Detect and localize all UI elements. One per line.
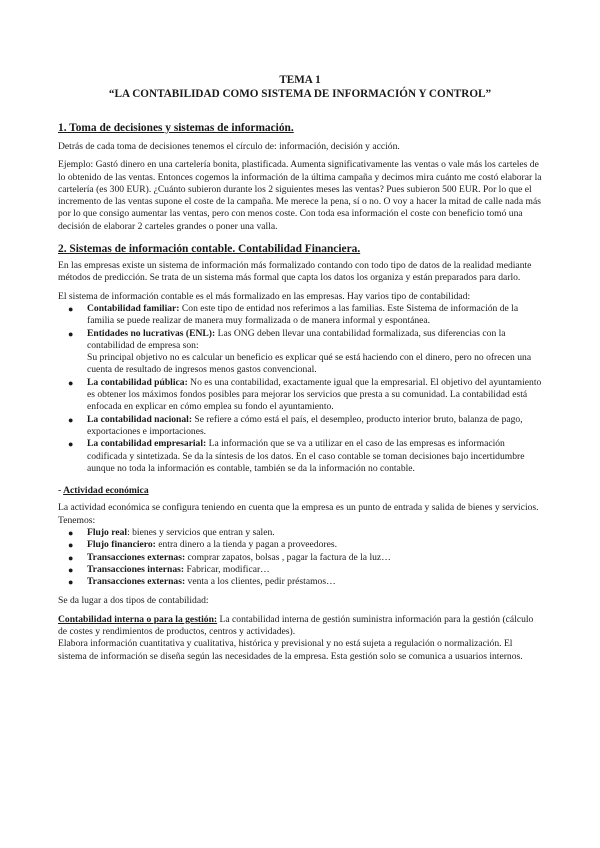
section1-paragraph-1: Detrás de cada toma de decisiones tenemos el círculo de: información, decisión y acción. bbox=[58, 141, 400, 152]
section1-paragraph-2: Ejemplo: Gastó dinero en una cartelería bonita, plastificada. Aumenta significativamente las ventas o vale más los carteles de lo obtenido de las ventas. Entonces cogemos la información de la última campaña y decimos mira cuánto me costó elaborar la cartelería (es 300 EUR). ¿Cuánto subieron durante los 2 siguientes meses las ventas? Pues subieron 500 EUR. Por lo que el incremento de las ventas supone el coste de la campaña. Me merece la pena, sí o no. O voy a hacer la mitad de calle nada más por lo que consigo aumentar las ventas, pero con menos coste. Con toda esa información el coste con beneficio tomó una decisión de elaborar 2 carteles grandes o poner una valla. bbox=[58, 159, 542, 232]
section2-heading: 2. Sistemas de información contable. Contabilidad Financiera. bbox=[58, 243, 361, 256]
bullet-icon: ● bbox=[68, 439, 74, 450]
bullet-icon: ● bbox=[68, 577, 74, 588]
list-item: ● La contabilidad pública: No es una contabilidad, exactamente igual que la empresarial. El objetivo del ayuntamiento es obtener los máximos fondos posibles para mejorar los servicios que presta a su comunidad. La contabilidad está enfocada en explicar en cómo emplea su fondo el ayuntamiento. bbox=[68, 376, 542, 413]
bullet-icon: ● bbox=[68, 303, 74, 314]
document-page bbox=[58, 74, 542, 663]
bullet-icon: ● bbox=[68, 414, 74, 425]
bullet-icon: ● bbox=[68, 540, 74, 551]
list-item: ● Transacciones externas: venta a los clientes, pedir préstamos… bbox=[68, 576, 336, 588]
list-item: ● La contabilidad empresarial: La información que se va a utilizar en el caso de las empresas es información codificada y sintetizada. Se da la síntesis de los datos. En el caso contable se toman decisiones bajo incertidumbre aunque no toda la información es contable, también se da la información no contable. bbox=[68, 438, 525, 474]
section3-paragraph-4: Elabora información cuantitativa y cualitativa, histórica y previsional y no está sujeta a regulación o normalización. El sistema de información se diseña según las necesidades de la empresa. Esta gestión solo se comunica a usuarios internos. bbox=[58, 638, 523, 662]
tema-subtitle: “LA CONTABILIDAD COMO SISTEMA DE INFORMACIÓN Y CONTROL” bbox=[108, 87, 492, 100]
section3-paragraph-2: Se da lugar a dos tipos de contabilidad: bbox=[58, 594, 209, 606]
bullet-icon: ● bbox=[68, 552, 74, 563]
list-item: ● Entidades no lucrativas (ENL): Las ONG deben llevar una contabilidad formalizada, sus diferencias con la contabilidad de empresa son: Su principal objetivo no es calcular un beneficio es explicar qué se está haciendo con el dinero, pero no ofrecen una cuenta de resultado de ingresos menos gastos convencional. bbox=[68, 327, 532, 376]
list-item: ● La contabilidad nacional: Se refiere a cómo está el país, el desempleo, producto interior bruto, balanza de pago, exportaciones e importaciones. bbox=[68, 413, 523, 437]
section2-paragraph-1: En las empresas existe un sistema de información más formalizado contando con todo tipo de datos de la realidad mediante métodos de predicción. Se trata de un sistema más formal que capta los datos los organiza y están preparados para darlo. bbox=[58, 260, 532, 284]
bullet-icon: ● bbox=[68, 528, 74, 539]
bullet-icon: ● bbox=[68, 328, 74, 339]
bullet-icon: ● bbox=[68, 377, 74, 388]
section2-paragraph-2: El sistema de información contable es el más formalizado en las empresas. Hay varios tipo de contabilidad: bbox=[58, 290, 471, 302]
flows-list bbox=[58, 527, 542, 588]
section3-paragraph-3: Contabilidad interna o para la gestión: La contabilidad interna de gestión suministra información para la gestión (cálculo de costes y rendimientos de productos, centros y actividades). bbox=[58, 613, 534, 638]
list-item: ● Transacciones externas: comprar zapatos, bolsas , pagar la factura de la luz… bbox=[68, 551, 391, 563]
section3-paragraph-1: La actividad económica se configura teniendo en cuenta que la empresa es un punto de entrada y salida de bienes y servicios. Tenemos: bbox=[58, 502, 539, 526]
tema-number: TEMA 1 bbox=[279, 74, 321, 86]
list-item: ● Contabilidad familiar: Con este tipo de entidad nos referimos a las familias. Este Sistema de información de la familia se puede realizar de manera muy formalizada o de manera informal y espontánea. bbox=[68, 302, 519, 327]
list-item: ● Transacciones internas: Fabricar, modificar… bbox=[68, 563, 270, 575]
accounting-types-list bbox=[58, 303, 542, 475]
list-item: ● Flujo real: bienes y servicios que entran y salen. bbox=[68, 527, 275, 539]
doc-title bbox=[58, 74, 542, 101]
section3-heading: - Actividad económica bbox=[58, 485, 149, 497]
list-item: ● Flujo financiero: entra dinero a la tienda y pagan a proveedores. bbox=[68, 539, 337, 551]
section1-heading: 1. Toma de decisiones y sistemas de información. bbox=[58, 122, 294, 134]
bullet-icon: ● bbox=[68, 564, 74, 575]
